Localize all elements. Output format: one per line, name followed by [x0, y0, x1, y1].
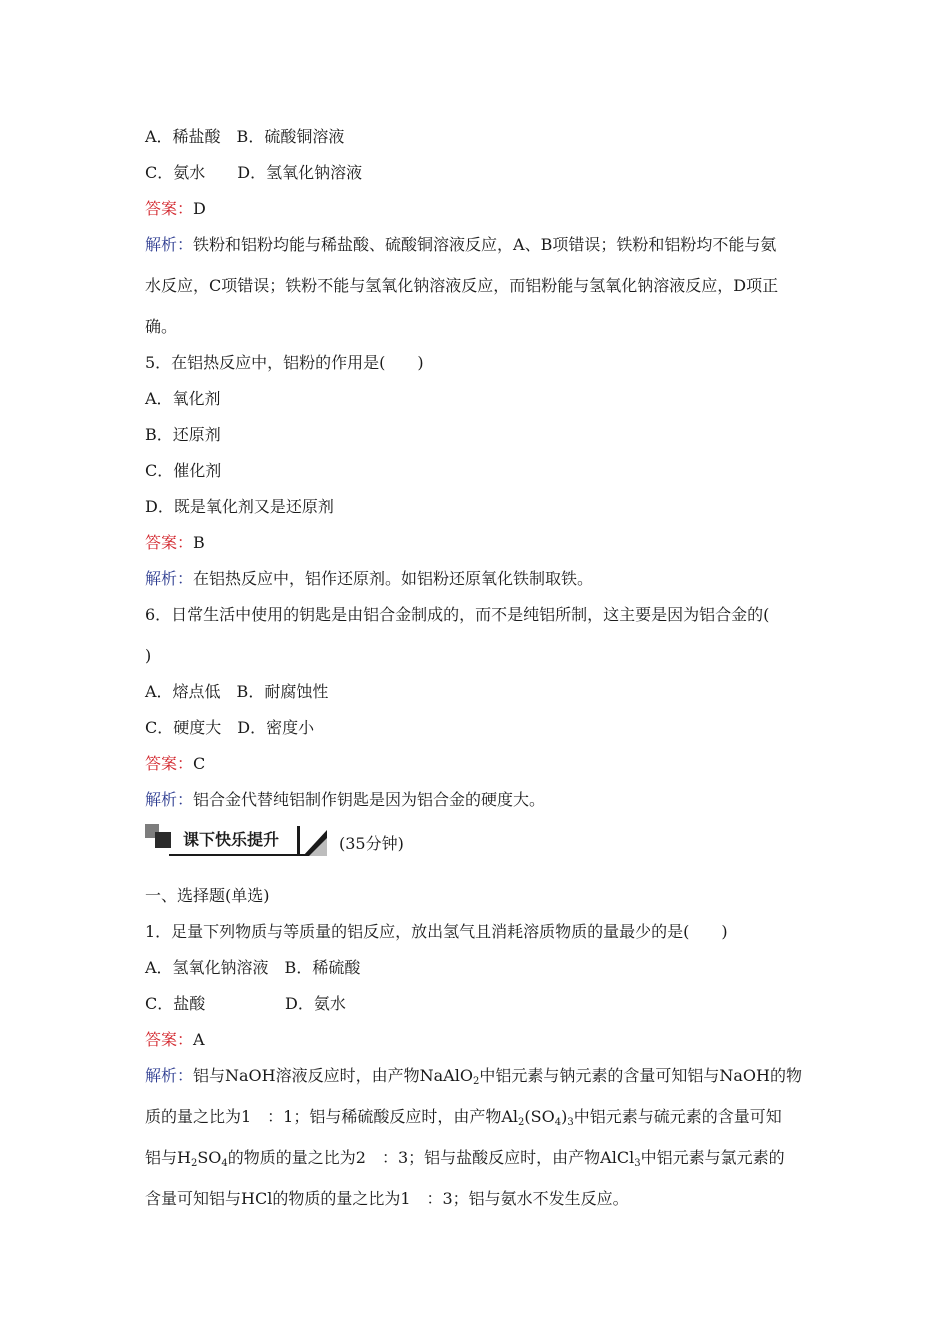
q4-analysis-line-3: 确。: [145, 317, 178, 336]
subscript: 2: [190, 1158, 198, 1169]
q4-analysis-line-1: [145, 234, 776, 256]
analysis-text: SO: [197, 1148, 222, 1167]
q4-options-cd: C．氨水 D．氢氧化钠溶液: [145, 163, 363, 182]
q6-analysis: [145, 789, 545, 811]
q4-answer: [145, 198, 206, 220]
analysis-label: 解析：: [145, 1066, 194, 1085]
q6-options-ab: A．熔点低 B．耐腐蚀性: [145, 682, 329, 701]
q6-answer: [145, 753, 205, 775]
subscript: 3: [634, 1158, 641, 1169]
answer-label: 答案：: [145, 754, 194, 773]
section-triangle-icon: [297, 826, 327, 856]
p2-q1-answer: [145, 1029, 205, 1051]
analysis-text: 铝与NaOH溶液反应时，由产物NaAlO: [193, 1066, 473, 1085]
subscript: 2: [518, 1117, 525, 1128]
p2-q1-options-ab: A．氢氧化钠溶液 B．稀硫酸: [145, 958, 361, 977]
analysis-text: (SO: [524, 1107, 555, 1126]
subscript: 3: [567, 1117, 574, 1128]
analysis-label: 解析：: [145, 790, 194, 809]
part-heading: 一、选择题(单选): [145, 886, 270, 905]
q4-analysis-line-2: 水反应，C项错误；铁粉不能与氢氧化钠溶液反应，而铝粉能与氢氧化钠溶液反应，D项正: [145, 276, 779, 295]
analysis-text: ): [561, 1107, 568, 1126]
p2-q1-options-cd: [145, 993, 346, 1015]
analysis-text: 中铝元素与钠元素的含量可知铝与NaOH的物: [479, 1066, 802, 1085]
subscript: 2: [472, 1076, 480, 1087]
q6-options-cd: C．硬度大 D．密度小: [145, 718, 315, 737]
answer-value: C: [193, 754, 206, 773]
q5-stem: 5．在铝热反应中，铝粉的作用是( ): [145, 353, 424, 372]
q5-answer: [145, 532, 205, 554]
p2-q1-analysis-line-1: [145, 1065, 802, 1087]
analysis-text: 中铝元素与硫元素的含量可知: [573, 1107, 782, 1126]
q4-options-ab: A．稀盐酸 B．硫酸铜溶液: [145, 127, 345, 146]
p2-q1-analysis-line-2: [145, 1106, 782, 1128]
q5-option-b: B．还原剂: [145, 425, 221, 444]
answer-label: 答案：: [145, 1030, 194, 1049]
q6-stem-line-2: ): [145, 646, 152, 665]
subscript: 4: [221, 1158, 228, 1169]
answer-label: 答案：: [145, 199, 194, 218]
p2-q1-stem: 1．足量下列物质与等质量的铝反应，放出氢气且消耗溶质物质的量最少的是( ): [145, 922, 728, 941]
q6-stem-line-1: 6．日常生活中使用的钥匙是由铝合金制成的，而不是纯铝所制，这主要是因为铝合金的(: [145, 605, 770, 624]
p2-q1-option-c: C．盐酸: [145, 994, 206, 1013]
analysis-text: 在铝热反应中，铝作还原剂。如铝粉还原氧化铁制取铁。: [193, 569, 594, 588]
analysis-label: 解析：: [145, 569, 194, 588]
analysis-text: 中铝元素与氯元素的: [640, 1148, 785, 1167]
p2-q1-analysis-line-4: 含量可知铝与HCl的物质的量之比为1 ：3；铝与氨水不发生反应。: [145, 1189, 629, 1208]
subscript: 4: [554, 1117, 562, 1128]
analysis-text: 铝合金代替纯铝制作钥匙是因为铝合金的硬度大。: [193, 790, 546, 809]
analysis-label: 解析：: [145, 235, 194, 254]
analysis-text: 的物质的量之比为2 ：3；铝与盐酸反应时，由产物AlCl: [227, 1148, 635, 1167]
section-title: 课下快乐提升: [183, 830, 280, 849]
answer-value: B: [193, 533, 205, 552]
q5-analysis: [145, 568, 593, 590]
section-time: (35分钟): [339, 834, 404, 853]
p2-q1-option-d: D．氨水: [285, 994, 346, 1013]
q5-option-c: C．催化剂: [145, 461, 222, 480]
q5-option-a: A．氧化剂: [145, 389, 221, 408]
section-header: [145, 824, 445, 858]
analysis-text: 铝与H: [145, 1148, 191, 1167]
p2-q1-analysis-line-3: [145, 1147, 785, 1169]
answer-label: 答案：: [145, 533, 194, 552]
analysis-text: 质的量之比为1 ：1；铝与稀硫酸反应时，由产物Al: [145, 1107, 519, 1126]
answer-value: D: [193, 199, 206, 218]
q5-option-d: D．既是氧化剂又是还原剂: [145, 497, 334, 516]
analysis-text: 铁粉和铝粉均能与稀盐酸、硫酸铜溶液反应，A、B项错误；铁粉和铝粉均不能与氨: [193, 235, 777, 254]
answer-value: A: [193, 1030, 205, 1049]
